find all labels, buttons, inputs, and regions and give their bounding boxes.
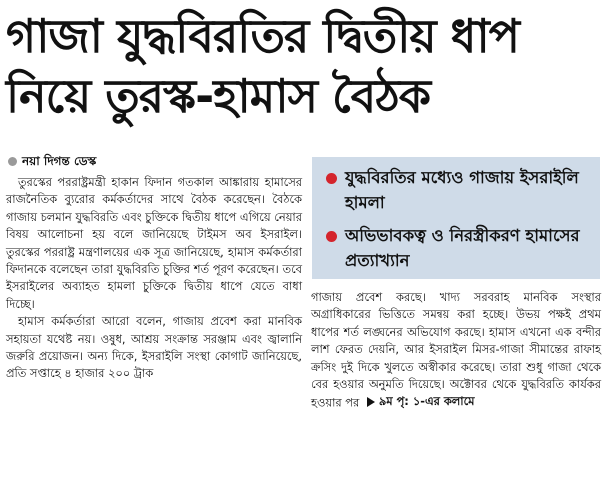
paragraph: তুরস্কের পররাষ্ট্রমন্ত্রী হাকান ফিদান গতকাল আঙ্কারায় হামাসের রাজনৈতিক ব্যুরোর কর্মকর্তাদের সাথে বৈঠক করেছেন। বৈঠকে গাজায় চলমান যুদ্ধবিরতি এবং চুক্তিকে দ্বিতীয় ধাপে এগিয়ে নেয়ার বিষয় আলোচনা হয় বলে জানিয়েছে টাইমস অব ইসরাইল। তুরস্কের পররাষ্ট্র মন্ত্রণালয়ের এক সূত্র জানিয়েছে, হামাস কর্মকর্তারা ফিদানকে বলেছেন তারা যুদ্ধবিরতি চুক্তির শর্ত পূরণ করেছেন। তবে ইসরাইলের অব্যাহত হামলা চুক্তিকে দ্বিতীয় ধাপে যেতে বাধা দিচ্ছে। bbox=[6, 175, 302, 311]
pullquote-text: যুদ্ধবিরতির মধ্যেও গাজায় ইসরাইলি হামলা bbox=[345, 168, 579, 212]
byline-text: নয়া দিগন্ত ডেস্ক bbox=[22, 154, 97, 168]
pullquote-item bbox=[326, 165, 590, 215]
bullet-icon bbox=[8, 157, 17, 166]
paragraph-text: গাজায় প্রবেশ করছে। খাদ্য সরবরাহ মানবিক সংস্থার অগ্রাধিকারের ভিত্তিতে সমন্বয় করা হচ্ছে। উভয় পক্ষই প্রথম ধাপের শর্ত লঙ্ঘনের অভিযোগ করছে। হামাস এখনো এক বন্দীর লাশ ফেরত দেয়নি, আর ইসরাইল মিসর-গাজা সীমান্তের রাফাহ ক্রসিং দুই দিকে খুলতে অস্বীকার করেছে। তারা শুধু গাজা থেকে বের হওয়ার অনুমতি দিয়েছে। অক্টোবর থেকে যুদ্ধবিরতি কার্যকর হওয়ার পর bbox=[311, 290, 601, 411]
arrow-right-icon bbox=[367, 397, 375, 407]
byline bbox=[8, 152, 96, 170]
continuation-link[interactable] bbox=[367, 393, 475, 410]
bullet-icon bbox=[326, 231, 337, 242]
paragraph: হামাস কর্মকর্তারা আরো বলেন, গাজায় প্রবেশ করা মানবিক সহায়তা যথেষ্ট নয়। ওষুধ, আশ্রয় সংক্রান্ত সরঞ্জাম এবং জ্বালানি জরুরি প্রয়োজন। অন্য দিকে, ইসরাইলি সংস্থা কোগাট জানিয়েছে, প্রতি সপ্তাহে ৪ হাজার ২০০ ট্রাক bbox=[6, 314, 302, 381]
bullet-icon bbox=[326, 173, 337, 184]
pullquote-text: অভিভাবকত্ব ও নিরস্ত্রীকরণ হামাসের প্রত্যাখ্যান bbox=[345, 226, 580, 270]
headline bbox=[6, 6, 604, 126]
headline-line-2: নিয়ে তুরস্ক-হামাস বৈঠক bbox=[6, 69, 431, 123]
paragraph bbox=[311, 289, 601, 413]
article-column-right bbox=[311, 289, 601, 413]
headline-line-1: গাজা যুদ্ধবিরতির দ্বিতীয় ধাপ bbox=[6, 9, 519, 63]
pullquote-box bbox=[312, 157, 600, 279]
pullquote-item bbox=[326, 223, 590, 273]
continuation-label: ৯ম পৃ: ১-এর কলামে bbox=[378, 394, 475, 409]
article-column-left bbox=[6, 174, 302, 383]
